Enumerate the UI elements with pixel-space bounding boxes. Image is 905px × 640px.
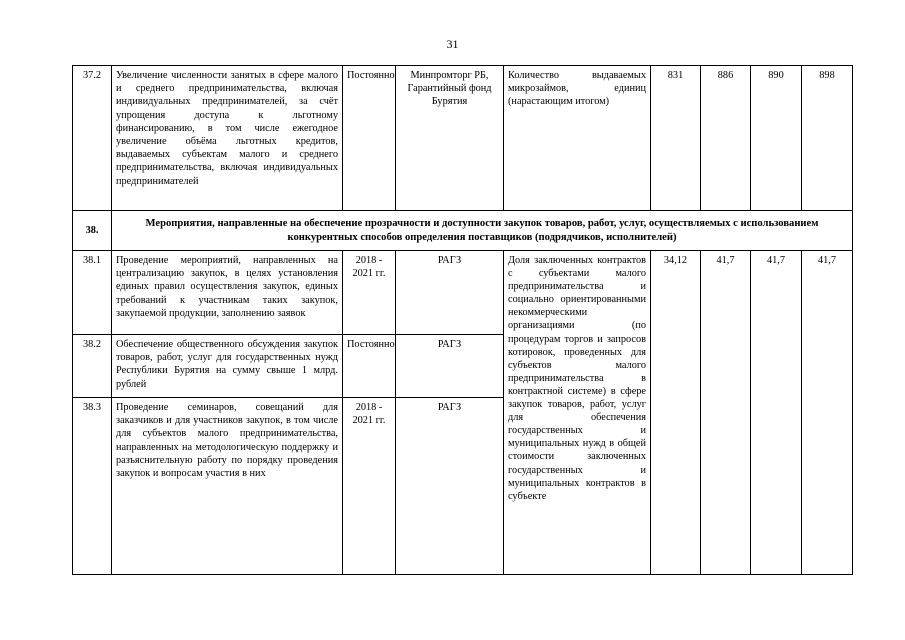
value-2021: 898 bbox=[802, 66, 853, 211]
page-number: 31 bbox=[446, 37, 459, 51]
section-title: Мероприятия, направленные на обеспечение прозрачности и доступности закупок товаров, работ, услуг, осуществляемых с использованием конкурентных способов определения поставщиков (подрядчиков, исполнителей) bbox=[112, 211, 853, 251]
value-2020: 41,7 bbox=[751, 251, 802, 575]
measure-text: Проведение семинаров, совещаний для заказчиков и для участников закупок, в том числе для субъектов малого предпринимательства, направленных на методологическую поддержку и разъяснительную работу по порядку проведения закупок и вопросам участия в них bbox=[112, 398, 343, 575]
executor-cell: РАГЗ bbox=[396, 398, 504, 575]
row-number: 38.1 bbox=[73, 251, 112, 335]
period-cell: 2018 - 2021 гг. bbox=[343, 398, 396, 575]
table-row-37-2 bbox=[73, 66, 853, 211]
value-2019: 886 bbox=[701, 66, 751, 211]
measure-text: Увеличение численности занятых в сфере малого и среднего предпринимательства, включая индивидуальных предпринимателей, за счёт упрощения доступа к льготному финансированию, в том числе ежегодное увеличение объёма льготных кредитов, выдаваемых субъектам малого и среднего предпринимательства, включая индивидуальных предпринимателей bbox=[112, 66, 343, 211]
value-2019: 41,7 bbox=[701, 251, 751, 575]
value-2018: 34,12 bbox=[651, 251, 701, 575]
row-number: 38.2 bbox=[73, 335, 112, 398]
period-cell: 2018 - 2021 гг. bbox=[343, 251, 396, 335]
period-cell: Постоянно bbox=[343, 335, 396, 398]
value-2020: 890 bbox=[751, 66, 802, 211]
indicator-cell: Количество выдаваемых микрозаймов, единиц (нарастающим итогом) bbox=[504, 66, 651, 211]
executor-cell: РАГЗ bbox=[396, 335, 504, 398]
table-row-38-1 bbox=[73, 251, 853, 335]
executor-cell: РАГЗ bbox=[396, 251, 504, 335]
period-cell: Постоянно bbox=[343, 66, 396, 211]
measures-table bbox=[72, 65, 853, 575]
value-2021: 41,7 bbox=[802, 251, 853, 575]
value-2018: 831 bbox=[651, 66, 701, 211]
row-number: 37.2 bbox=[73, 66, 112, 211]
measure-text: Проведение мероприятий, направленных на централизацию закупок, в целях установления единых правил осуществления закупок, единых требований к участникам таких закупок, закупаемой продукции, заполнению заявок bbox=[112, 251, 343, 335]
indicator-cell: Доля заключенных контрактов с субъектами малого предпринимательства и социально ориентированными некоммерческими организациями (по процедурам торгов и запросов котировок, проведенных для субъектов малого предпринимательства в контрактной системе) в сфере закупок товаров, работ, услуг для обеспечения государственных и муниципальных нужд в общей стоимости заключенных государственных и муниципальных контрактов в субъекте bbox=[504, 251, 651, 575]
section-number: 38. bbox=[73, 211, 112, 251]
measure-text: Обеспечение общественного обсуждения закупок товаров, работ, услуг для государственных нужд Республики Бурятия на сумму свыше 1 млрд. рублей bbox=[112, 335, 343, 398]
section-row-38 bbox=[73, 211, 853, 251]
executor-cell: Минпромторг РБ, Гарантийный фонд Бурятия bbox=[396, 66, 504, 211]
row-number: 38.3 bbox=[73, 398, 112, 575]
